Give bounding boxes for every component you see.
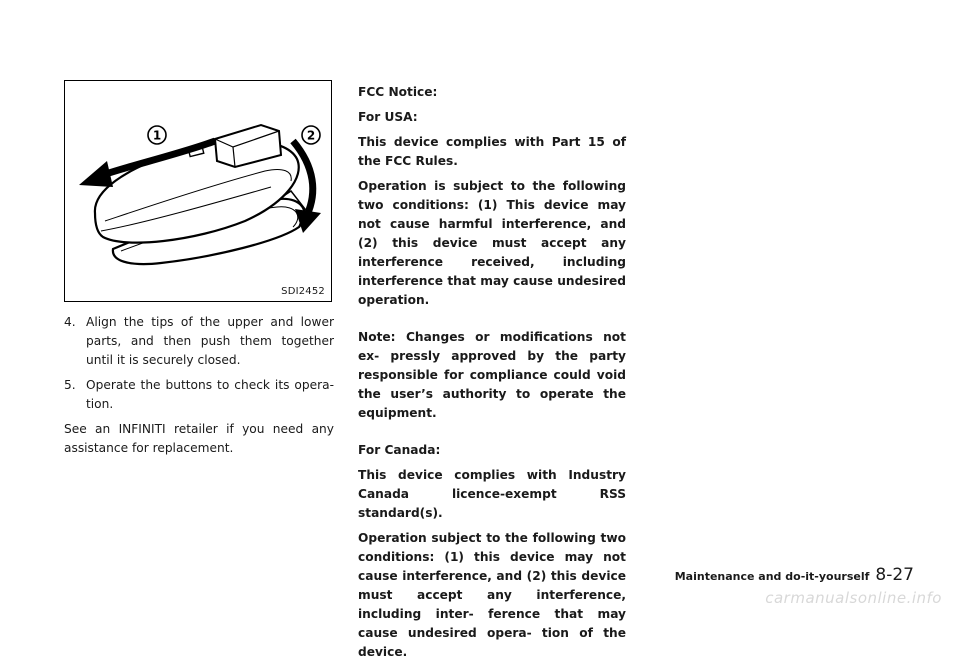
watermark: carmanualsonline.info xyxy=(765,589,942,607)
key-case-drawing xyxy=(65,81,331,301)
section-title: Maintenance and do-it-yourself xyxy=(674,570,870,583)
figure-code: SDI2452 xyxy=(281,286,325,297)
callout-1: 1 xyxy=(152,128,162,143)
page-footer xyxy=(675,565,914,585)
page-number: 8-27 xyxy=(875,565,914,585)
fcc-compliance-text: This device complies with Part 15 of the FCC Rules. xyxy=(358,135,626,168)
right-column xyxy=(358,83,626,668)
ic-compliance-text: This device complies with Industry Canada licence-exempt RSS standard(s). xyxy=(358,468,626,520)
retailer-paragraph: See an INFINITI retailer if you need any assistance for replacement. xyxy=(64,422,334,455)
step-4 xyxy=(64,313,334,370)
fcc-notice-heading: FCC Notice: xyxy=(358,85,438,99)
step-number: 4. xyxy=(64,315,76,329)
step-5 xyxy=(64,376,334,414)
left-column xyxy=(64,313,334,458)
step-text: Align the tips of the upper and lower parts, and then push them together until it is securely closed. xyxy=(86,315,334,367)
usa-heading: For USA: xyxy=(358,110,418,124)
ic-conditions-text: Operation subject to the following two conditions: (1) this device may not cause interference, and (2) this device must accept any interference, including inter- ference that may cause undesired opera- tion of the device. xyxy=(358,531,626,659)
callout-2: 2 xyxy=(306,128,316,143)
key-case-illustration xyxy=(64,80,332,302)
canada-heading: For Canada: xyxy=(358,443,441,457)
fcc-conditions-text: Operation is subject to the following two conditions: (1) This device may not cause harmful interference, and (2) this device must accept any interference received, including interference that may cause undesired operation. xyxy=(358,179,626,307)
step-text: Operate the buttons to check its opera- tion. xyxy=(86,378,334,411)
step-number: 5. xyxy=(64,378,76,392)
fcc-note-text: Note: Changes or modifications not ex- pressly approved by the party responsible for compliance could void the user’s authority to operate the equipment. xyxy=(358,330,626,420)
